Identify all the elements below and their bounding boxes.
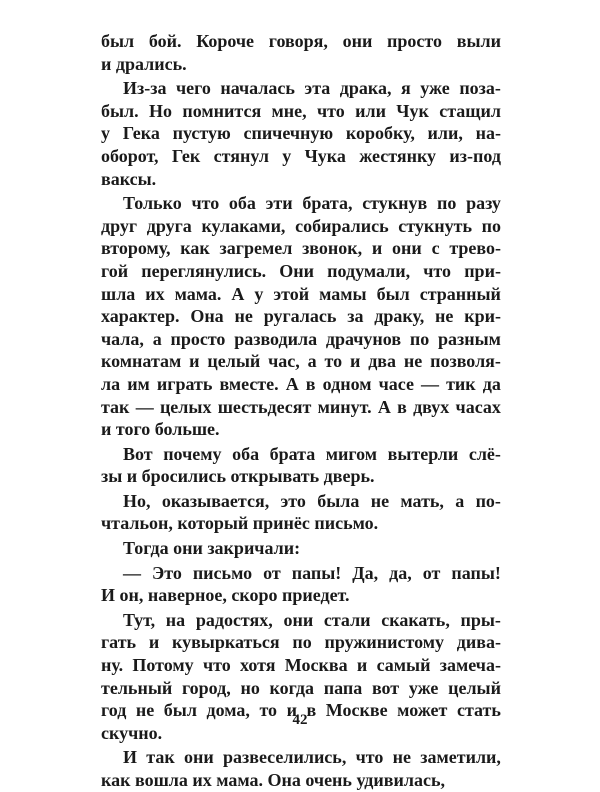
- paragraph: [101, 562, 501, 607]
- text-line: как вошла их мама. Она очень удивилась,: [101, 770, 445, 790]
- text-line: Из-за чего началась эта драка, я уже поза-: [123, 78, 501, 99]
- paragraph: [101, 192, 501, 441]
- text-line: и дрались.: [101, 53, 187, 74]
- paragraph: [101, 77, 501, 190]
- text-line: Тогда они закричали:: [123, 538, 301, 559]
- text-line: так — целых шестьдесят минут. А в двух часах: [101, 396, 501, 417]
- page-text: [101, 30, 501, 792]
- text-line: тельный город, но когда папа вот уже целый: [101, 677, 501, 698]
- text-line: друг друга кулаками, собирались стукнуть по: [101, 215, 501, 236]
- paragraph: [101, 490, 501, 535]
- text-line: чтальон, который принёс письмо.: [101, 513, 379, 534]
- text-line: характер. Она не ругалась за драку, не кри-: [101, 306, 501, 327]
- text-line: был бой. Короче говоря, они просто выли: [101, 31, 501, 51]
- text-line: И так они развеселились, что не заметили,: [123, 747, 501, 768]
- text-line: Только что оба эти брата, стукнув по разу: [123, 193, 501, 214]
- paragraph: [101, 443, 501, 488]
- text-line: гать и кувыркаться по пружинистому дива-: [101, 632, 501, 653]
- text-line: скучно.: [101, 722, 163, 743]
- text-line: И он, наверное, скоро приедет.: [101, 585, 350, 606]
- text-line: ваксы.: [101, 168, 157, 189]
- paragraph: [101, 30, 501, 75]
- text-line: чала, а просто разводила драчунов по разным: [101, 328, 501, 349]
- text-line: Тут, на радостях, они стали скакать, пры-: [123, 609, 501, 630]
- text-line: у Гека пустую спичечную коробку, или, на-: [101, 123, 501, 144]
- text-line: оборот, Гек стянул у Чука жестянку из-под: [101, 145, 501, 166]
- text-line: Но, оказывается, это была не мать, а по-: [123, 490, 501, 511]
- text-line: был. Но помнится мне, что или Чук стащил: [101, 100, 501, 121]
- text-line: второму, как загремел звонок, и они с трево-: [101, 238, 501, 259]
- text-line: гой переглянулись. Они подумали, что при-: [101, 260, 501, 281]
- text-line: Вот почему оба брата мигом вытерли слё-: [123, 443, 501, 464]
- text-line: зы и бросились открывать дверь.: [101, 466, 375, 487]
- text-line: год не был дома, то и в Москве может стать: [101, 700, 501, 721]
- text-line: комнатам и целый час, а то и два не позволя-: [101, 351, 501, 372]
- page-number: 42: [292, 712, 308, 728]
- text-line: и того больше.: [101, 419, 220, 440]
- text-line: ну. Потому что хотя Москва и самый замеча-: [101, 655, 501, 676]
- text-line: шла их мама. А у этой мамы был странный: [101, 283, 501, 304]
- paragraph: [101, 537, 501, 560]
- text-line: — Это письмо от папы! Да, да, от папы!: [123, 562, 501, 583]
- text-line: ла им играть вместе. А в одном часе — тик да: [101, 373, 501, 394]
- paragraph: [101, 746, 501, 791]
